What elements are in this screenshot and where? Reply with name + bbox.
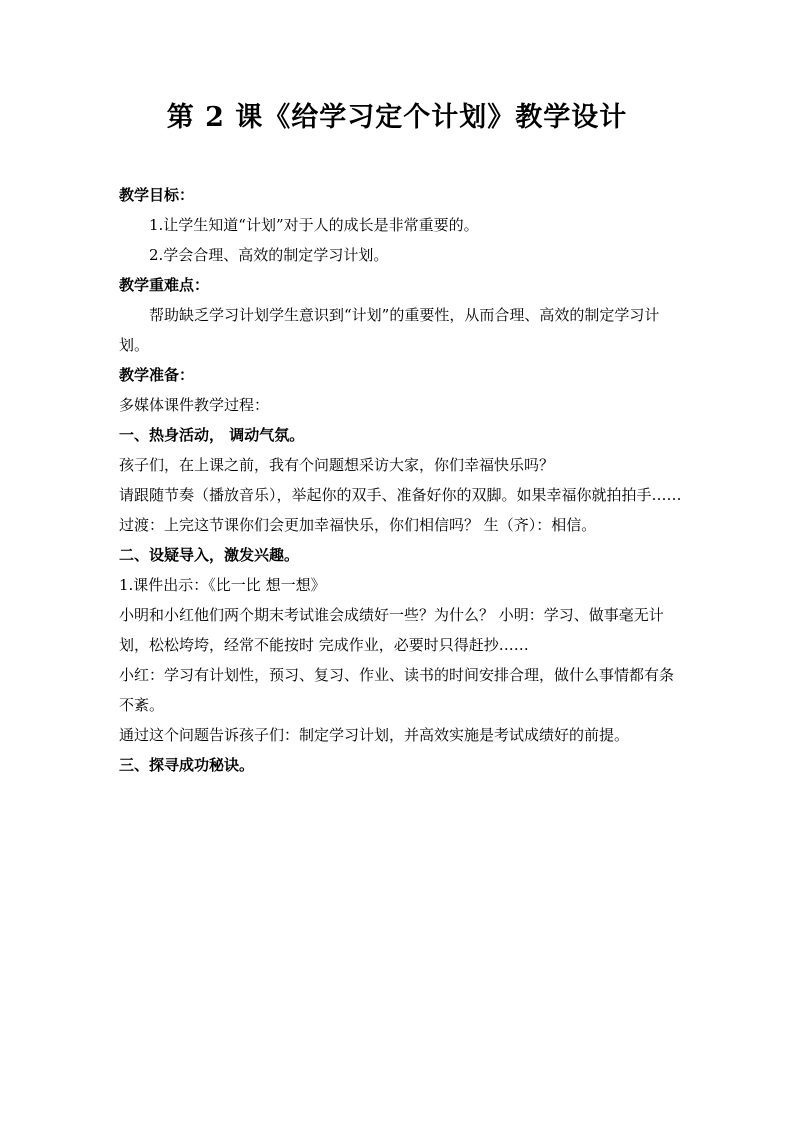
difficulty-heading: 教学重难点： xyxy=(119,276,210,294)
part1-paragraph-3: 过渡：上完这节课你们会更加幸福快乐，你们相信吗？ 生（齐）：相信。 xyxy=(119,516,597,534)
document-title: 第 2 课《给学习定个计划》教学设计 xyxy=(166,102,628,133)
part1-paragraph-2: 请跟随节奏（播放音乐），举起你的双手、准备好你的双脚。如果幸福你就拍拍手…… xyxy=(119,486,682,504)
part2-heading: 二、设疑导入，激发兴趣。 xyxy=(119,546,300,564)
part2-paragraph-2: 小明和小红他们两个期末考试谁会成绩好一些？为什么？ 小明：学习、做事毫无计划，松松垮垮，经常不能按时 完成作业，必要时只得赶抄…… xyxy=(119,606,664,654)
difficulty-paragraph: 帮助缺乏学习计划学生意识到“计划”的重要性，从而合理、高效的制定学习计划。 xyxy=(119,306,660,354)
part2-paragraph-3: 小红：学习有计划性，预习、复习、作业、读书的时间安排合理，做什么事情都有条不紊。 xyxy=(119,666,675,714)
goal-item-1: 1.让学生知道“计划”对于人的成长是非常重要的。 xyxy=(149,216,479,234)
part2-paragraph-1: 1.课件出示：《比一比 想一想》 xyxy=(119,576,326,594)
document-body xyxy=(119,180,685,780)
prep-paragraph: 多媒体课件教学过程： xyxy=(119,396,270,414)
goal-item-2: 2.学会合理、高效的制定学习计划。 xyxy=(149,246,389,264)
part2-paragraph-4: 通过这个问题告诉孩子们：制定学习计划，并高效实施是考试成绩好的前提。 xyxy=(119,726,630,744)
part3-heading: 三、探寻成功秘诀。 xyxy=(119,756,255,774)
goals-heading: 教学目标： xyxy=(119,186,195,204)
part1-paragraph-1: 孩子们，在上课之前，我有个问题想采访大家，你们幸福快乐吗？ xyxy=(119,456,555,474)
part1-heading: 一、热身活动， 调动气氛。 xyxy=(119,426,305,444)
prep-heading: 教学准备： xyxy=(119,366,195,384)
